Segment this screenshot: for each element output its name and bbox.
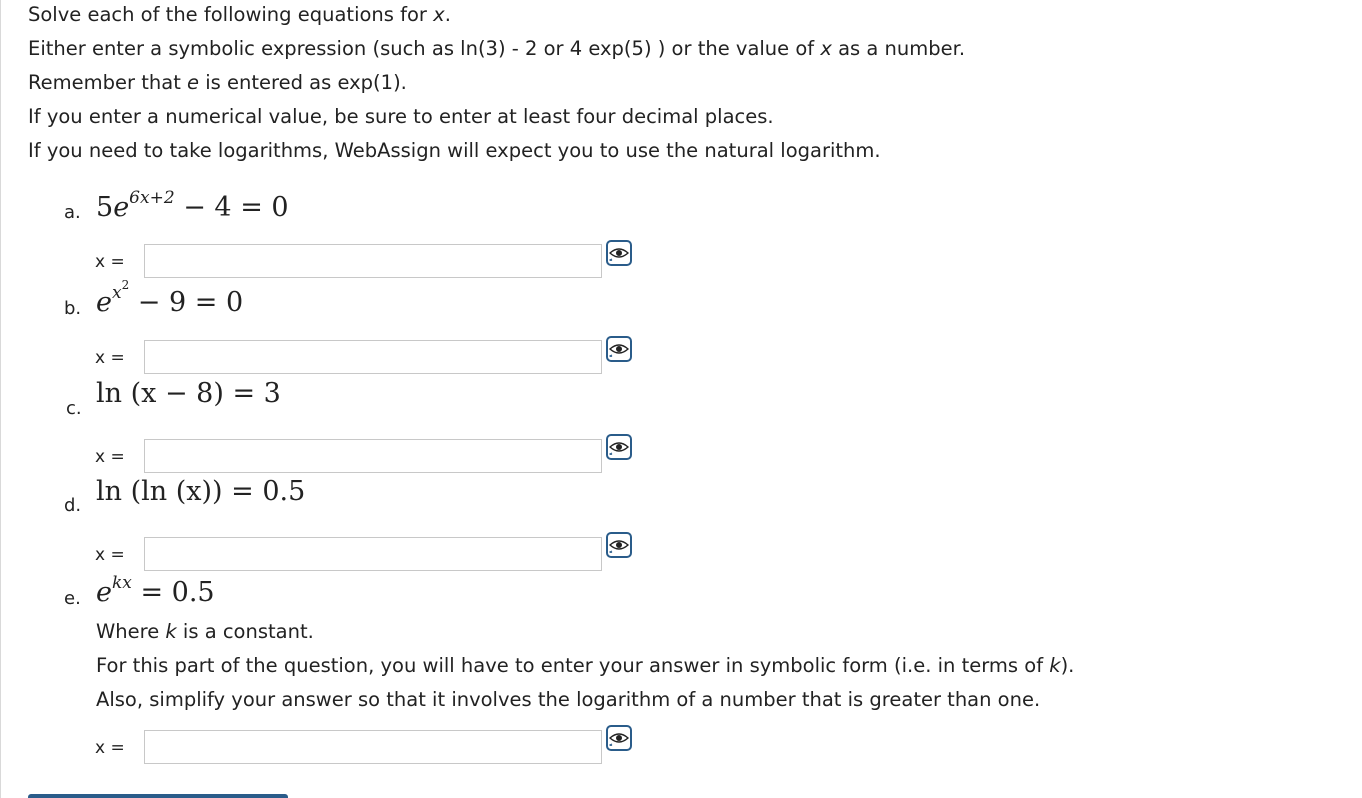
part-c-answer-input[interactable]: [144, 439, 602, 473]
part-c-label: c.: [66, 398, 82, 419]
submit-button-edge[interactable]: [28, 794, 288, 798]
eye-preview-icon: [609, 439, 629, 455]
part-e-note-3: Also, simplify your answer so that it involves the logarithm of a number that is greater than one.: [96, 688, 1041, 711]
part-d-equation: ln (ln (x)) = 0.5: [96, 476, 306, 507]
instruction-line-4: If you enter a numerical value, be sure to enter at least four decimal places.: [28, 105, 774, 128]
part-d-preview-button[interactable]: [606, 532, 632, 558]
instruction-line-5: If you need to take logarithms, WebAssign will expect you to use the natural logarithm.: [28, 139, 881, 162]
part-c-equation: ln (x − 8) = 3: [96, 378, 281, 409]
eye-preview-icon: [609, 537, 629, 553]
part-b-label: b.: [64, 298, 82, 319]
part-a-answer-input[interactable]: [144, 244, 602, 278]
part-e-note-1: Where k is a constant.: [96, 620, 314, 643]
instruction-line-2: Either enter a symbolic expression (such as ln(3) - 2 or 4 exp(5) ) or the value of x as a number.: [28, 37, 966, 60]
part-e-preview-button[interactable]: [606, 725, 632, 751]
eye-preview-icon: [609, 730, 629, 746]
part-b-preview-button[interactable]: [606, 336, 632, 362]
eye-preview-icon: [609, 341, 629, 357]
part-a-preview-button[interactable]: [606, 240, 632, 266]
left-border: [0, 0, 1, 798]
part-e-label: e.: [64, 588, 81, 609]
part-a-answer-label: x =: [95, 252, 125, 272]
part-c-preview-button[interactable]: [606, 434, 632, 460]
part-e-answer-input[interactable]: [144, 730, 602, 764]
eye-preview-icon: [609, 245, 629, 261]
part-b-answer-input[interactable]: [144, 340, 602, 374]
part-e-note-2: For this part of the question, you will have to enter your answer in symbolic form (i.e. in terms of k).: [96, 654, 1075, 677]
part-d-answer-label: x =: [95, 545, 125, 565]
part-d-answer-input[interactable]: [144, 537, 602, 571]
part-a-equation: $5e^{6x+2} - 4 = 0$: [96, 188, 289, 223]
part-b-equation: $e^{x^2} - 9 = 0$: [96, 278, 244, 318]
part-a-label: a.: [64, 202, 81, 223]
part-b-answer-label: x =: [95, 348, 125, 368]
instruction-line-3: Remember that e is entered as exp(1).: [28, 71, 407, 94]
instruction-line-1: Solve each of the following equations for x.: [28, 3, 451, 26]
part-e-equation: $e^{kx} = 0.5$: [96, 573, 215, 608]
part-d-label: d.: [64, 495, 82, 516]
part-c-answer-label: x =: [95, 447, 125, 467]
part-e-answer-label: x =: [95, 738, 125, 758]
